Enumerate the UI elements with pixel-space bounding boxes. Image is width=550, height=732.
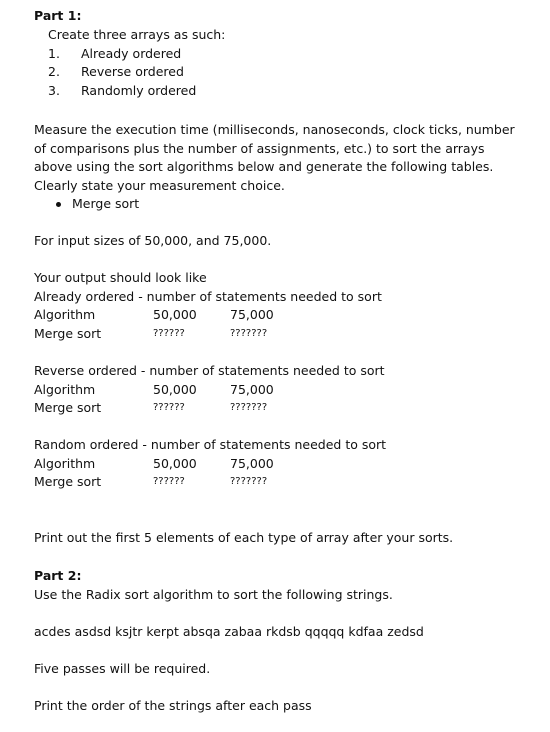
passes-text: Five passes will be required. <box>34 661 211 676</box>
array-list-label: Reverse ordered <box>81 64 184 79</box>
table-cell: ??????? <box>230 402 268 413</box>
part1-heading-block <box>34 7 534 26</box>
table-cell: Merge sort <box>34 474 102 489</box>
arrays-intro: Create three arrays as such: <box>48 27 226 42</box>
bullet-icon <box>56 202 61 207</box>
table-cell: ?????? <box>153 327 185 339</box>
measure-line: above using the sort algorithms below and generate the following tables. <box>34 159 494 174</box>
output-example <box>34 269 534 343</box>
array-list-item <box>34 45 534 64</box>
table-cell: ??????? <box>230 476 268 487</box>
measure-paragraph <box>34 121 534 214</box>
table-header-cell: Algorithm <box>34 381 96 397</box>
measure-line: Clearly state your measurement choice. <box>34 177 285 193</box>
array-list-number: 3. <box>48 82 60 98</box>
strings-block <box>34 623 534 642</box>
arrays-section <box>34 26 534 100</box>
table-header-cell: 75,000 <box>230 307 274 322</box>
table-row <box>34 325 534 344</box>
reverse-table <box>34 362 534 418</box>
table-cell: ??????? <box>230 327 268 339</box>
table-header-row <box>34 455 534 474</box>
measure-line: Measure the execution time (milliseconds, nanoseconds, clock ticks, number <box>34 122 515 137</box>
table-header-cell: 50,000 <box>153 381 197 397</box>
part2-heading: Part 2: <box>34 568 82 583</box>
input-sizes-block <box>34 232 534 251</box>
table-header-row <box>34 381 534 400</box>
table-header-cell: Algorithm <box>34 307 96 322</box>
array-list-number: 2. <box>48 64 60 79</box>
random-table <box>34 436 534 492</box>
table-row <box>34 399 534 418</box>
table-title: Reverse ordered - number of statements needed to sort <box>34 363 385 378</box>
table-header-cell: 75,000 <box>230 455 274 471</box>
array-list-number: 1. <box>48 45 60 61</box>
table-title: Random ordered - number of statements needed to sort <box>34 437 387 452</box>
array-list-item <box>34 82 534 101</box>
table-cell: Merge sort <box>34 325 102 341</box>
part2-instruction: Use the Radix sort algorithm to sort the following strings. <box>34 586 393 602</box>
algorithm-bullet-label: Merge sort <box>72 196 140 211</box>
table-header-row <box>34 306 534 325</box>
output-intro: Your output should look like <box>34 270 207 285</box>
part1-heading: Part 1: <box>34 8 82 23</box>
input-sizes-text: For input sizes of 50,000, and 75,000. <box>34 233 272 248</box>
strings-text: acdes asdsd ksjtr kerpt absqa zabaa rkdsb qqqqq kdfaa zedsd <box>34 624 424 639</box>
passes-block <box>34 660 534 679</box>
print-order-block <box>34 697 534 716</box>
table-header-cell: Algorithm <box>34 455 96 471</box>
array-list-label: Randomly ordered <box>81 82 197 98</box>
table-header-cell: 75,000 <box>230 381 274 397</box>
part2-section <box>34 567 534 604</box>
table-header-cell: 50,000 <box>153 307 197 322</box>
array-list-label: Already ordered <box>81 45 182 61</box>
table-cell: ?????? <box>153 476 185 487</box>
table-header-cell: 50,000 <box>153 455 197 471</box>
table-cell: Merge sort <box>34 400 102 415</box>
algorithm-bullet-item <box>34 195 534 214</box>
table-cell: ?????? <box>153 402 185 413</box>
print-order-text: Print the order of the strings after each pass <box>34 698 312 713</box>
print-out-block <box>34 529 534 548</box>
table-title: Already ordered - number of statements needed to sort <box>34 288 382 304</box>
print-out-text: Print out the first 5 elements of each type of array after your sorts. <box>34 530 454 545</box>
table-row <box>34 473 534 492</box>
array-list-item <box>34 63 534 82</box>
measure-line: of comparisons plus the number of assignments, etc.) to sort the arrays <box>34 140 485 156</box>
